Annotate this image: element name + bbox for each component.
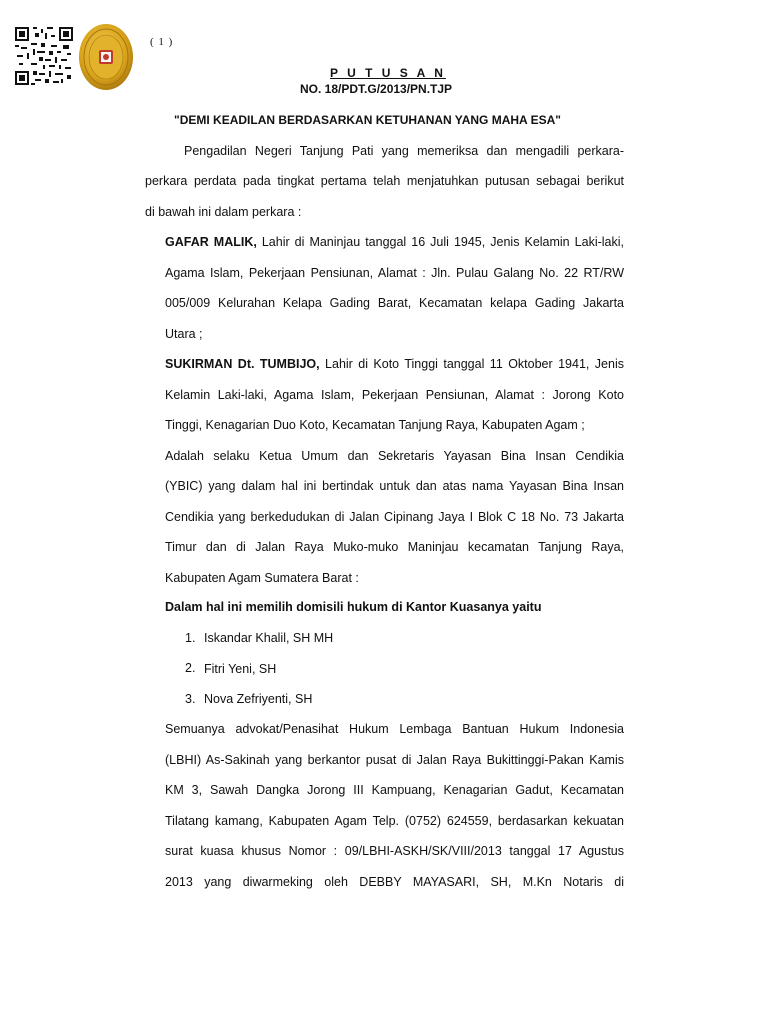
- party2-birth: Lahir di Koto Tinggi tanggal 11 Oktober 1941, Jenis: [319, 357, 624, 371]
- lawyer-name-1: Iskandar Khalil, SH MH: [204, 631, 334, 645]
- domicile-statement: Dalam hal ini memilih domisili hukum di Kantor Kuasanya yaitu: [165, 600, 542, 614]
- role-line-3: Cendikia yang berkedudukan di Jalan Cipinang Jaya I Blok C 18 No. 73 Jakarta: [165, 510, 624, 524]
- role-line-4: Timur dan di Jalan Raya Muko-muko Maninjau kecamatan Tanjung Raya,: [165, 540, 624, 554]
- lawyer-num-3: 3.: [185, 692, 196, 706]
- document-title: P U T U S A N: [330, 66, 446, 80]
- lawyer-name-2: Fitri Yeni, SH: [204, 662, 277, 676]
- party1-birth: Lahir di Maninjau tanggal 16 Juli 1945, Jenis Kelamin Laki-laki,: [256, 235, 624, 249]
- party2-line-1: [165, 357, 624, 372]
- lawyer-num-1: 1.: [185, 631, 196, 645]
- advocate-line-3: KM 3, Sawah Dangka Jorong III Kampuang, Kenagarian Gadut, Kecamatan: [165, 783, 624, 797]
- lawyer-num-2: 2.: [185, 661, 196, 675]
- court-seal-emblem: [78, 23, 134, 91]
- party2-line-3: Tinggi, Kenagarian Duo Koto, Kecamatan Tanjung Raya, Kabupaten Agam ;: [165, 418, 585, 432]
- advocate-line-4: Tilatang kamang, Kabupaten Agam Telp. (0752) 624559, berdasarkan kekuatan: [165, 814, 624, 828]
- party1-line-2: Agama Islam, Pekerjaan Pensiunan, Alamat : Jln. Pulau Galang No. 22 RT/RW: [165, 266, 624, 280]
- qr-code: [15, 27, 73, 85]
- page-number: ( 1 ): [150, 36, 174, 48]
- role-line-1: Adalah selaku Ketua Umum dan Sekretaris Yayasan Bina Insan Cendikia: [165, 449, 624, 463]
- case-number: NO. 18/PDT.G/2013/PN.TJP: [300, 82, 453, 96]
- court-motto: "DEMI KEADILAN BERDASARKAN KETUHANAN YANG MAHA ESA": [174, 113, 561, 127]
- party1-line-3: 005/009 Kelurahan Kelapa Gading Barat, Kecamatan kelapa Gading Jakarta: [165, 296, 624, 310]
- party1-name: GAFAR MALIK,: [165, 235, 257, 249]
- advocate-line-5: surat kuasa khusus Nomor : 09/LBHI-ASKH/SK/VIII/2013 tanggal 17 Agustus: [165, 844, 624, 858]
- advocate-line-6: 2013 yang diwarmeking oleh DEBBY MAYASARI, SH, M.Kn Notaris di: [165, 875, 624, 889]
- intro-line-2: perkara perdata pada tingkat pertama telah menjatuhkan putusan sebagai berikut: [145, 174, 624, 188]
- role-line-2: (YBIC) yang dalam hal ini bertindak untuk dan atas nama Yayasan Bina Insan: [165, 479, 624, 493]
- party2-name: SUKIRMAN Dt. TUMBIJO,: [165, 357, 320, 371]
- advocate-line-1: Semuanya advokat/Penasihat Hukum Lembaga Bantuan Hukum Indonesia: [165, 722, 624, 736]
- lawyer-name-3: Nova Zefriyenti, SH: [204, 692, 313, 706]
- intro-line-1: Pengadilan Negeri Tanjung Pati yang memeriksa dan mengadili perkara-: [184, 144, 624, 158]
- party2-line-2: Kelamin Laki-laki, Agama Islam, Pekerjaan Pensiunan, Alamat : Jorong Koto: [165, 388, 624, 402]
- role-line-5: Kabupaten Agam Sumatera Barat :: [165, 571, 359, 585]
- party1-line-4: Utara ;: [165, 327, 203, 341]
- intro-line-3: di bawah ini dalam perkara :: [145, 205, 302, 219]
- advocate-line-2: (LBHI) As-Sakinah yang berkantor pusat di Jalan Raya Bukittinggi-Pakan Kamis: [165, 753, 624, 767]
- party1-line-1: [165, 235, 624, 250]
